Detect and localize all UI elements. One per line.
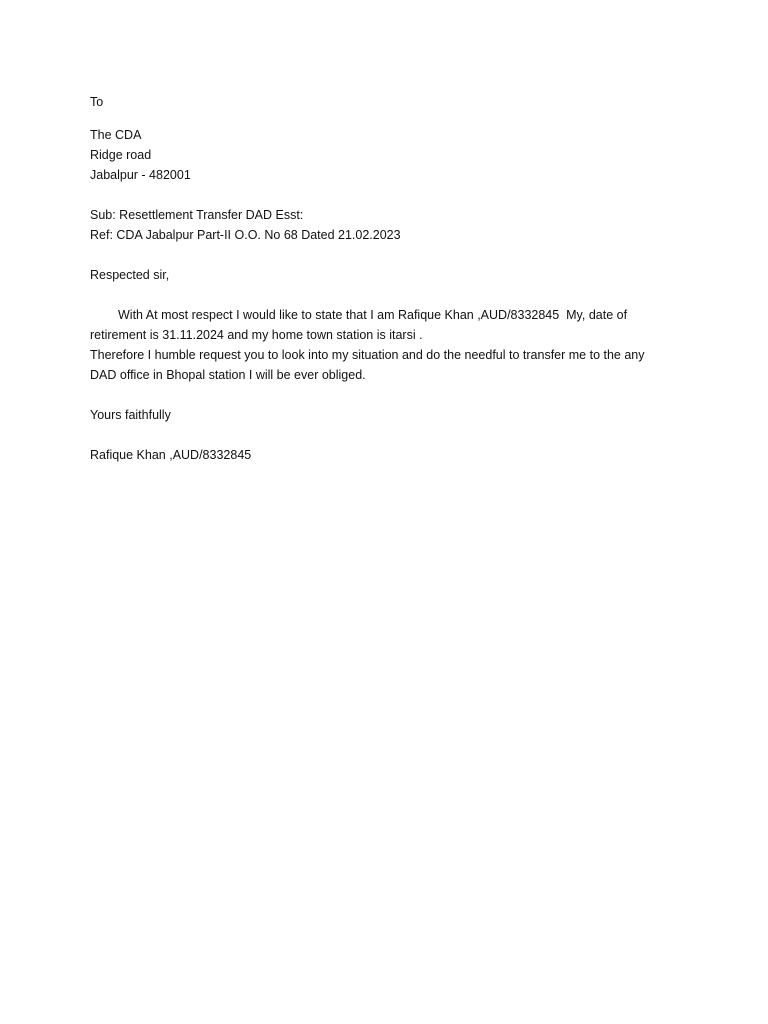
body-line-2: retirement is 31.11.2024 and my home town station is itarsi . xyxy=(90,328,423,342)
body-line-3: Therefore I humble request you to look into my situation and do the needful to transfer me to the any xyxy=(90,348,645,362)
closing: Yours faithfully xyxy=(90,408,171,422)
to-label: To xyxy=(90,95,104,109)
address-line-1: The CDA xyxy=(90,128,142,142)
reference-line: Ref: CDA Jabalpur Part-II O.O. No 68 Dated 21.02.2023 xyxy=(90,228,401,242)
body-line-4: DAD office in Bhopal station I will be ever obliged. xyxy=(90,368,366,382)
body-line-1-text: With At most respect I would like to state that I am Rafique Khan ,AUD/8332845 My, date of xyxy=(118,308,628,322)
address-line-2: Ridge road xyxy=(90,148,152,162)
signature: Rafique Khan ,AUD/8332845 xyxy=(90,448,252,462)
subject-line: Sub: Resettlement Transfer DAD Esst: xyxy=(90,208,304,222)
body-line-1 xyxy=(90,305,690,325)
letter-body xyxy=(90,305,690,385)
salutation: Respected sir, xyxy=(90,268,170,282)
address-line-3: Jabalpur - 482001 xyxy=(90,168,191,182)
